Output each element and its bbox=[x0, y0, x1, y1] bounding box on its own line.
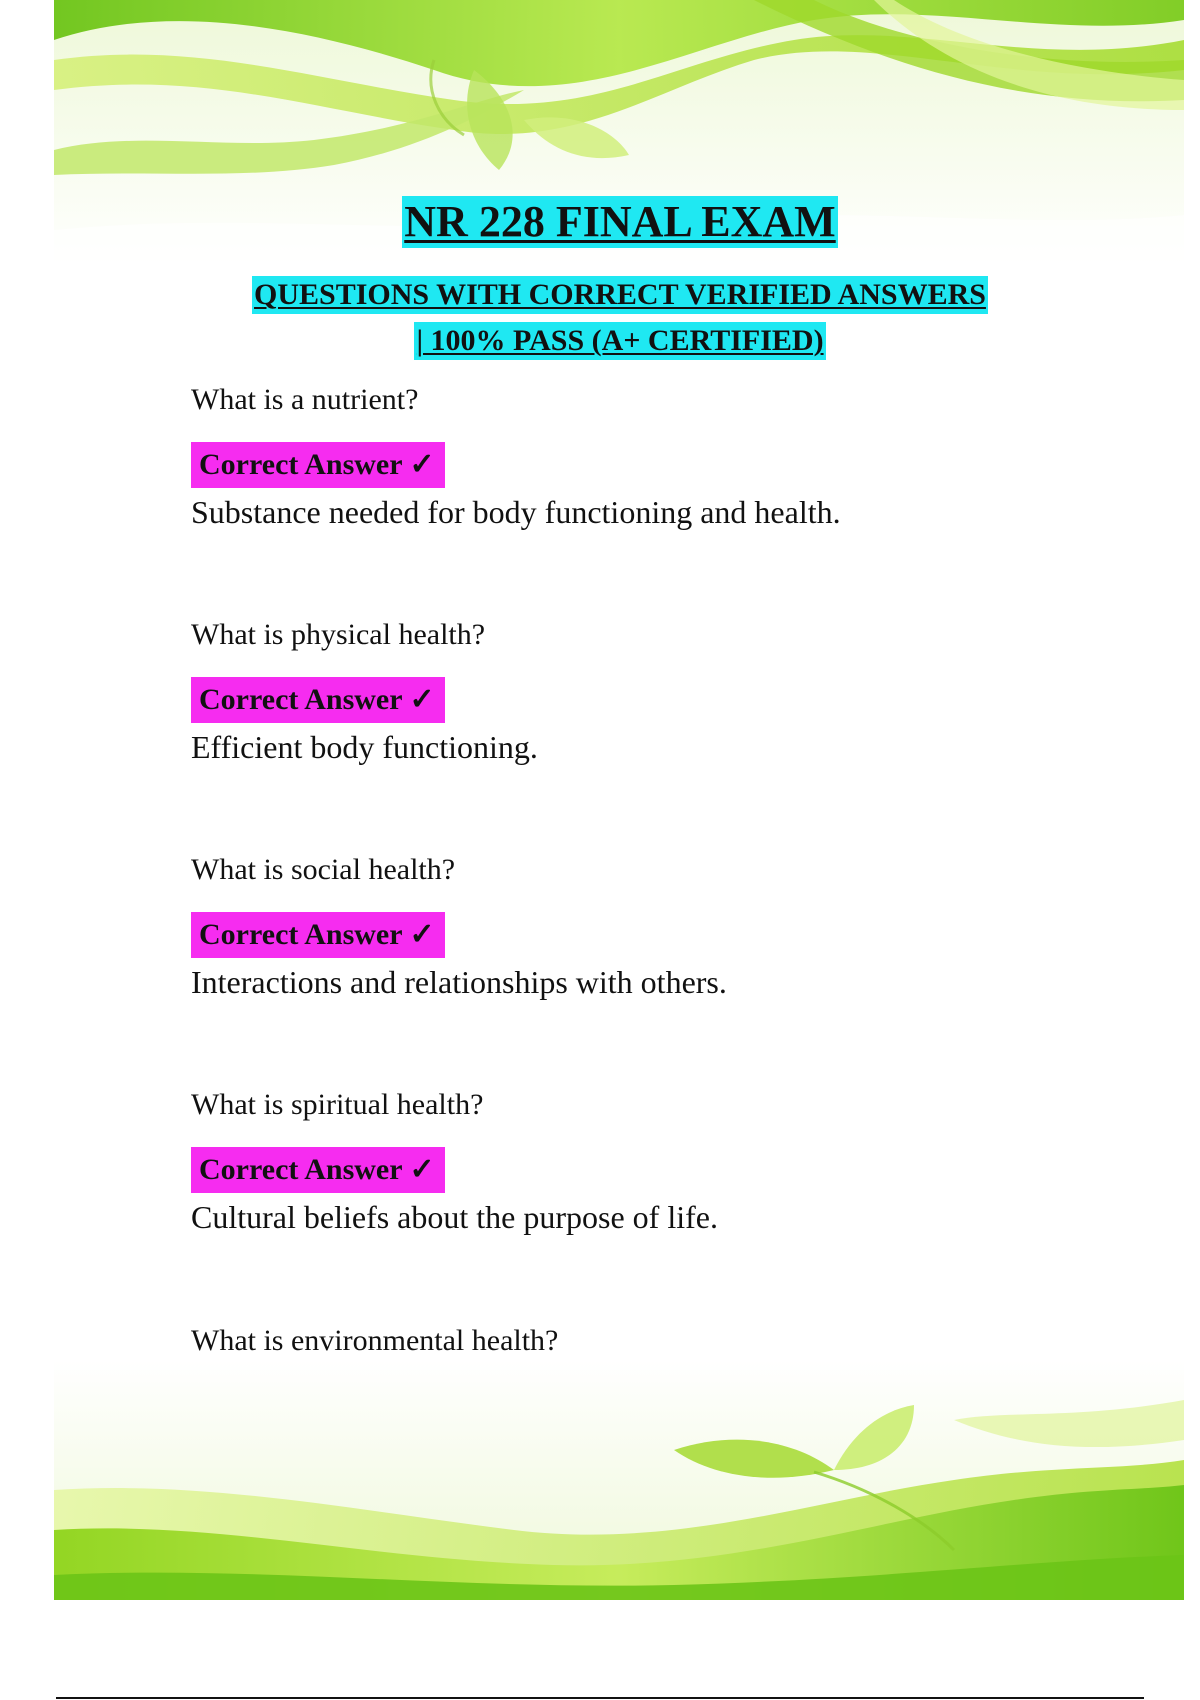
question-text: What is spiritual health? bbox=[191, 1088, 484, 1121]
document-subtitle-line2: | 100% PASS (A+ CERTIFIED) bbox=[414, 322, 825, 360]
document-subtitle-line1: QUESTIONS WITH CORRECT VERIFIED ANSWERS bbox=[252, 276, 988, 314]
correct-answer-badge: Correct Answer ✓ bbox=[191, 912, 445, 958]
leaf-banner-bottom-graphic bbox=[54, 1360, 1184, 1600]
qa-item bbox=[191, 382, 1091, 532]
question-text: What is physical health? bbox=[191, 618, 486, 651]
answer-text: Interactions and relationships with others. bbox=[191, 964, 727, 1000]
question-text: What is social health? bbox=[191, 853, 456, 886]
correct-answer-badge: Correct Answer ✓ bbox=[191, 1147, 445, 1193]
answer-text: Substance needed for body functioning and health. bbox=[191, 494, 841, 530]
footer-divider bbox=[56, 1697, 1144, 1699]
question-text: What is environmental health? bbox=[191, 1324, 559, 1357]
answer-text: Efficient body functioning. bbox=[191, 729, 538, 765]
qa-item bbox=[191, 1323, 1091, 1359]
correct-answer-badge: Correct Answer ✓ bbox=[191, 677, 445, 723]
qa-item bbox=[191, 617, 1091, 767]
title-container bbox=[0, 196, 1200, 248]
answer-text: Cultural beliefs about the purpose of life. bbox=[191, 1199, 718, 1235]
document-title: NR 228 FINAL EXAM bbox=[404, 197, 836, 246]
qa-item bbox=[191, 1087, 1091, 1237]
correct-answer-badge: Correct Answer ✓ bbox=[191, 442, 445, 488]
question-text: What is a nutrient? bbox=[191, 383, 419, 416]
qa-item bbox=[191, 852, 1091, 1002]
subtitle-container bbox=[0, 276, 1200, 368]
bottom-leaf-banner bbox=[54, 1360, 1184, 1600]
